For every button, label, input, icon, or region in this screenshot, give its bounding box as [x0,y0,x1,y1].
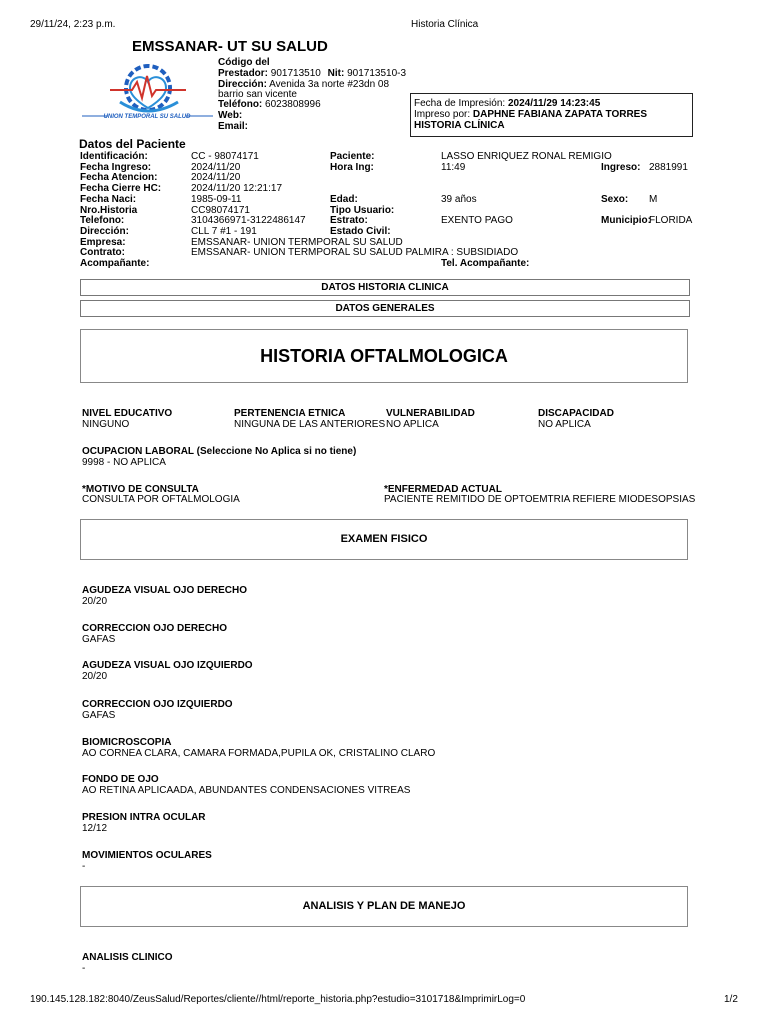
municipio-value: FLORIDA [649,215,693,226]
fecha-naci-value: 1985-09-11 [191,194,242,205]
printed-by-value: DAPHNE FABIANA ZAPATA TORRES [472,109,647,120]
exam-item-label: AGUDEZA VISUAL OJO DERECHO [82,585,248,596]
fecha-atencion-value: 2024/11/20 [191,172,241,183]
exam-item-value: 20/20 [82,596,108,607]
pertenencia-label: PERTENENCIA ETNICA [234,408,346,419]
sexo-value: M [649,194,658,205]
enfermedad-label: *ENFERMEDAD ACTUAL [384,484,502,495]
web-label: Web: [218,110,243,121]
discapacidad-label: DISCAPACIDAD [538,408,614,419]
vulnerabilidad-label: VULNERABILIDAD [386,408,475,419]
fecha-cierre-label: Fecha Cierre HC: [80,183,162,194]
header-direccion-value2: barrio san vicente [218,89,297,100]
prestador-label: Prestador: [218,68,269,79]
email-label: Email: [218,121,249,132]
tel-acompanante-label: Tel. Acompañante: [441,258,530,269]
identificacion-label: Identificación: [80,151,148,162]
examen-fisico-title: EXAMEN FISICO [80,519,688,560]
exam-item-value: 12/12 [82,823,108,834]
nit-label: Nit: [327,68,345,79]
acompanante-label: Acompañante: [80,258,150,269]
print-datetime: 29/11/24, 2:23 p.m. [30,19,116,30]
header-telefono-value: 6023808996 [265,99,321,110]
estrato-label: Estrato: [330,215,368,226]
codigo-label: Código del [218,57,270,68]
prestador-line [218,68,406,79]
analisis-clinico-value: - [82,963,86,974]
enfermedad-value: PACIENTE REMITIDO DE OPTOEMTRIA REFIERE MIODESOPSIAS [384,494,696,505]
telefono-label: Telefono: [80,215,125,226]
tipo-usuario-label: Tipo Usuario: [330,205,395,216]
empresa-value: EMSSANAR- UNION TERMPORAL SU SALUD [191,237,403,248]
direccion-value: CLL 7 #1 - 191 [191,226,257,237]
doc-title: HISTORIA CLÍNICA [414,120,505,131]
exam-item-label: PRESION INTRA OCULAR [82,812,206,823]
datos-historia-bar: DATOS HISTORIA CLINICA [80,279,690,296]
fecha-atencion-label: Fecha Atencion: [80,172,158,183]
exam-item-label: FONDO DE OJO [82,774,159,785]
pertenencia-value: NINGUNA DE LAS ANTERIORES [234,419,386,430]
exam-item-label: AGUDEZA VISUAL OJO IZQUIERDO [82,660,253,671]
print-date-label: Fecha de Impresión: [414,98,506,109]
ocupacion-label: OCUPACION LABORAL (Seleccione No Aplica si no tiene) [82,446,357,457]
header-direccion-value: Avenida 3a norte #23dn 08 [269,79,390,90]
municipio-label: Municipio: [601,215,651,226]
ingreso-label: Ingreso: [601,162,641,173]
company-logo [80,62,215,124]
fecha-ingreso-label: Fecha Ingreso: [80,162,152,173]
exam-item-value: 20/20 [82,671,108,682]
datos-generales-bar: DATOS GENERALES [80,300,690,317]
exam-item-value: - [82,861,86,872]
exam-item-label: BIOMICROSCOPIA [82,737,172,748]
exam-item-value: AO CORNEA CLARA, CAMARA FORMADA,PUPILA OK, CRISTALINO CLARO [82,748,436,759]
company-name: EMSSANAR- UT SU SALUD [132,38,328,55]
page-number: 1/2 [724,994,738,1005]
edad-label: Edad: [330,194,358,205]
hora-ing-label: Hora Ing: [330,162,374,173]
exam-item-value: AO RETINA APLICAADA, ABUNDANTES CONDENSACIONES VITREAS [82,785,411,796]
nit-value: 901713510-3 [347,68,407,79]
estrato-value: EXENTO PAGO [441,215,513,226]
sexo-label: Sexo: [601,194,629,205]
hora-ing-value: 11:49 [441,162,466,173]
header-telefono-label: Teléfono: [218,99,263,110]
print-info-box [410,93,693,137]
telefono-line [218,99,321,110]
direccion-label: Dirección: [80,226,129,237]
fecha-cierre-value: 2024/11/20 12:21:17 [191,183,283,194]
discapacidad-value: NO APLICA [538,419,591,430]
exam-item-value: GAFAS [82,710,116,721]
analisis-clinico-label: ANALISIS CLINICO [82,952,173,963]
print-date-value: 2024/11/29 14:23:45 [507,98,601,109]
contrato-value: EMSSANAR- UNION TERMPORAL SU SALUD PALMIRA : SUBSIDIADO [191,247,519,258]
main-title: HISTORIA OFTALMOLOGICA [80,329,688,383]
exam-item-label: MOVIMIENTOS OCULARES [82,850,212,861]
nivel-educativo-value: NINGUNO [82,419,130,430]
printed-by-label: Impreso por: [414,109,471,120]
print-page-title: Historia Clínica [411,19,479,30]
nro-historia-value: CC98074171 [191,205,250,216]
nivel-educativo-label: NIVEL EDUCATIVO [82,408,173,419]
fecha-ingreso-value: 2024/11/20 [191,162,241,173]
motivo-value: CONSULTA POR OFTALMOLOGIA [82,494,240,505]
telefono-value: 3104366971-3122486147 [191,215,306,226]
header-direccion-label: Dirección: [218,79,267,90]
vulnerabilidad-value: NO APLICA [386,419,439,430]
print-date-line [414,98,600,109]
identificacion-value: CC - 98074171 [191,151,259,162]
empresa-label: Empresa: [80,237,126,248]
printed-by-line [414,109,647,120]
exam-item-value: GAFAS [82,634,116,645]
contrato-label: Contrato: [80,247,125,258]
edad-value: 39 años [441,194,477,205]
footer-url: 190.145.128.182:8040/ZeusSalud/Reportes/cliente//html/reporte_historia.php?estudio=3101718&ImprimirLog=0 [30,994,526,1005]
paciente-value: LASSO ENRIQUEZ RONAL REMIGIO [441,151,612,162]
paciente-label: Paciente: [330,151,375,162]
ingreso-value: 2881991 [649,162,688,173]
analisis-title: ANALISIS Y PLAN DE MANEJO [80,886,688,927]
fecha-naci-label: Fecha Naci: [80,194,137,205]
exam-item-label: CORRECCION OJO IZQUIERDO [82,699,233,710]
prestador-value: 901713510 [270,68,321,79]
ocupacion-value: 9998 - NO APLICA [82,457,166,468]
motivo-label: *MOTIVO DE CONSULTA [82,484,199,495]
estado-civil-label: Estado Civil: [330,226,391,237]
logo-text: UNION TEMPORAL SU SALUD [103,114,191,120]
patient-section-title: Datos del Paciente [79,137,186,151]
nro-historia-label: Nro.Historia [80,205,138,216]
exam-item-label: CORRECCION OJO DERECHO [82,623,228,634]
